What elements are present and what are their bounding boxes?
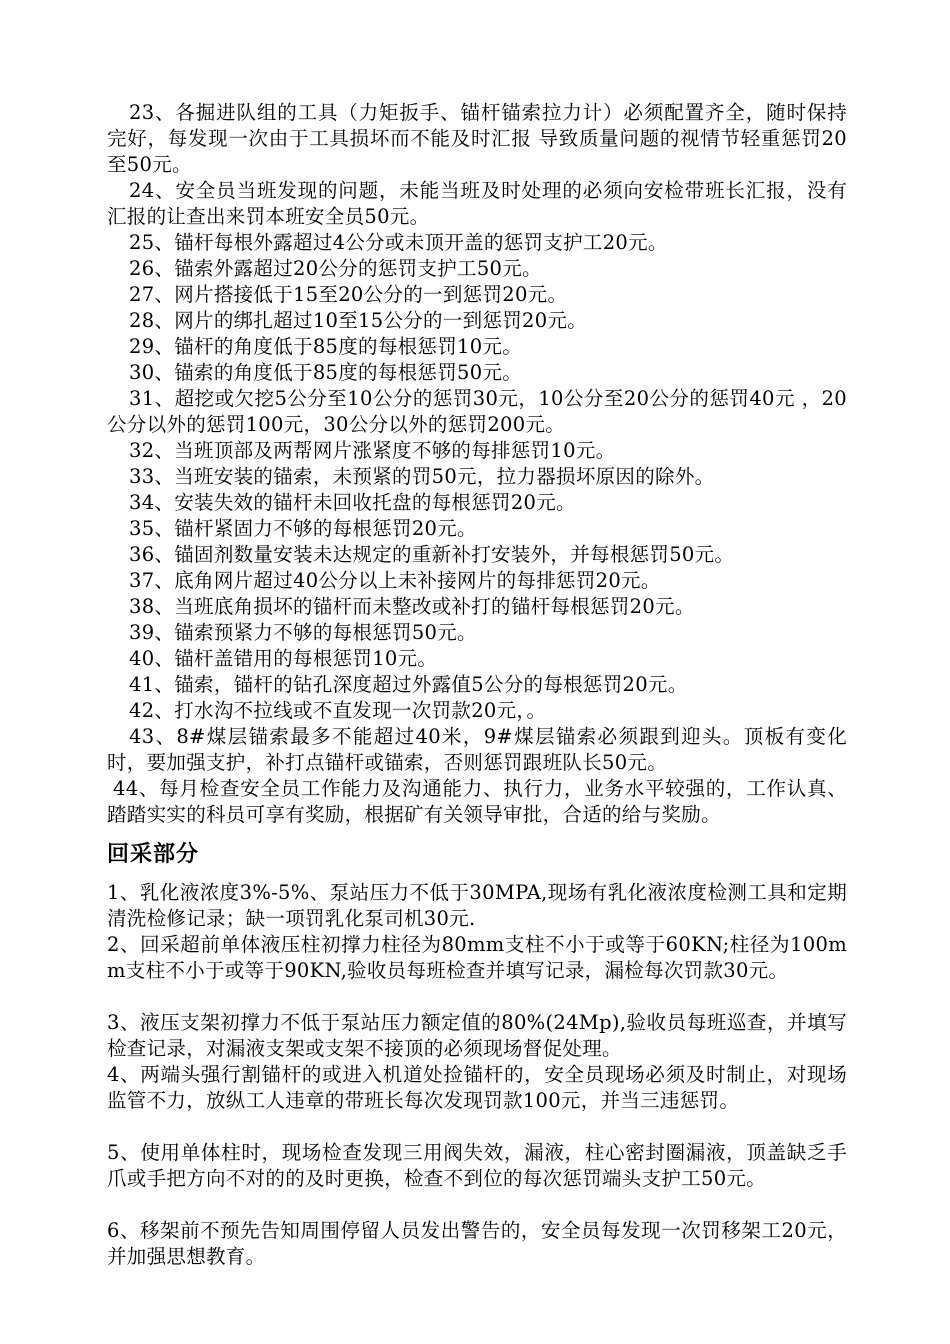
- rule-item-24: 24、安全员当班发现的问题，未能当班及时处理的必须向安检带班长汇报，没有汇报的让查出来罚本班安全员50元。: [107, 179, 847, 228]
- rule-item-32: 32、当班顶部及两帮网片涨紧度不够的每排惩罚10元。: [129, 439, 616, 462]
- mining-rule-item-5: 5、使用单体柱时，现场检查发现三用阀失效，漏液，柱心密封圈漏液，顶盖缺乏手爪或手把方向不对的的及时更换，检查不到位的每次惩罚端头支护工50元。: [107, 1141, 847, 1190]
- rule-item-35: 35、锚杆紧固力不够的每根惩罚20元。: [129, 517, 477, 540]
- rule-item-31: 31、超挖或欠挖5公分至10公分的惩罚30元，10公分至20公分的惩罚40元 ，20公分以外的惩罚100元，30公分以外的惩罚200元。: [107, 387, 847, 436]
- mining-rule-item-6: 6、移架前不预先告知周围停留人员发出警告的，安全员每发现一次罚移架工20元，并加强思想教育。: [107, 1219, 847, 1268]
- rule-item-28: 28、网片的绑扎超过10至15公分的一到惩罚20元。: [129, 309, 588, 332]
- rule-item-41: 41、锚索，锚杆的钻孔深度超过外露值5公分的每根惩罚20元。: [129, 673, 688, 696]
- rule-item-30: 30、锚索的角度低于85度的每根惩罚50元。: [129, 361, 523, 384]
- rule-item-39: 39、锚索预紧力不够的每根惩罚50元。: [129, 621, 477, 644]
- rule-item-33: 33、当班安装的锚索，未预紧的罚50元，拉力器损坏原因的除外。: [129, 465, 715, 488]
- rule-item-25: 25、锚杆每根外露超过4公分或未顶开盖的惩罚支护工20元。: [129, 231, 668, 254]
- mining-rule-item-3: 3、液压支架初撑力不低于泵站压力额定值的80%(24Mp),验收员每班巡查，并填写检查记录，对漏液支架或支架不接顶的必须现场督促处理。: [107, 1011, 847, 1060]
- rule-item-40: 40、锚杆盖错用的每根惩罚10元。: [129, 647, 438, 670]
- rule-item-36: 36、锚固剂数量安装未达规定的重新补打安装外，并每根惩罚50元。: [129, 543, 735, 566]
- rule-item-43: 43、8#煤层锚索最多不能超过40米，9#煤层锚索必须跟到迎头。顶板有变化时，要加强支护，补打点锚杆或锚索，否则惩罚跟班队长50元。: [107, 725, 847, 774]
- rule-item-27: 27、网片搭接低于15至20公分的一到惩罚20元。: [129, 283, 568, 306]
- rule-item-42: 42、打水沟不拉线或不直发现一次罚款20元，。: [129, 699, 547, 722]
- rule-item-38: 38、当班底角损坏的锚杆而未整改或补打的锚杆每根惩罚20元。: [129, 595, 695, 618]
- mining-rule-item-2: 2、回采超前单体液压柱初撑力柱径为80mm支柱不小于或等于60KN;柱径为100mm支柱不小于或等于90KN,验收员每班检查并填写记录，漏检每次罚款30元。: [107, 933, 847, 982]
- rule-item-26: 26、锚索外露超过20公分的惩罚支护工50元。: [129, 257, 542, 280]
- rule-item-23: 23、各掘进队组的工具（力矩扳手、锚杆锚索拉力计）必须配置齐全，随时保持完好，每发现一次由于工具损坏而不能及时汇报 导致质量问题的视情节轻重惩罚20至50元。: [107, 101, 847, 176]
- mining-rule-item-4: 4、两端头强行割锚杆的或进入机道处捡锚杆的，安全员现场必须及时制止，对现场监管不力，放纵工人违章的带班长每次发现罚款100元，并当三违惩罚。: [107, 1063, 847, 1112]
- rule-item-44: 44、每月检查安全员工作能力及沟通能力、执行力，业务水平较强的，工作认真、踏踏实实的科员可享有奖励，根据矿有关领导审批，合适的给与奖励。: [107, 777, 847, 826]
- mining-rule-item-1: 1、乳化液浓度3%-5%、泵站压力不低于30MPA,现场有乳化液浓度检测工具和定期清洗检修记录；缺一项罚乳化泵司机30元.: [107, 881, 847, 930]
- rule-item-37: 37、底角网片超过40公分以上未补接网片的每排惩罚20元。: [129, 569, 661, 592]
- rule-item-34: 34、安装失效的锚杆未回收托盘的每根惩罚20元。: [129, 491, 576, 514]
- rule-item-29: 29、锚杆的角度低于85度的每根惩罚10元。: [129, 335, 523, 358]
- section-heading: 回采部分: [107, 841, 200, 867]
